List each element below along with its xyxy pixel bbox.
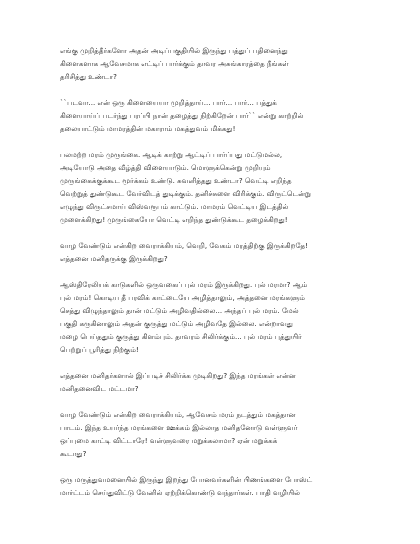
paragraph-4: [60, 239, 374, 265]
text-line: வாழ வேண்டும் என்கிற வைராக்கியம், ஆவேசம் மரம் நடத்தும் மகத்தான: [60, 410, 296, 419]
text-line: புல் மரம்! கொடிய தீ பரவிக் காட்டையே அழித்தாலும், அத்தனை மரங்களும்: [60, 293, 305, 302]
text-line: ஒப்புமை காட்டி விட்டாரே! வள்ளுவரை மறுக்கலாமா? ஏன் மறுக்கக்: [60, 436, 278, 445]
text-line: எழுந்து விருட்சமாய் விஸ்வரூபம் காட்டும். மாமரம் வெட்டிய இடத்தில்: [60, 202, 289, 211]
text-line: எத்தனை மனிதருக்கு இருக்கிறது?: [60, 254, 168, 263]
text-line: பலமற்ற மரம் முருங்கை. ஆடிக் காற்று ஆட்டிப் பார்ப்பது மட்டுமல்ல,: [60, 150, 283, 159]
text-line: ஆஸ்திரேலியக் காடுகளில் ஒருவகைப் புல் மரம் இருக்கிறது. புல் மரமா? ஆம்: [60, 280, 308, 289]
text-line: அடியோடு அதை வீழ்த்தி விளையாடும். மொளுக்கென்று முறியும்: [60, 163, 271, 172]
text-line: கிளைகளாக ஆவேசமாக எட்டிப் பார்க்கும் தாவர அசுங்காரத்தை நீங்கள்: [60, 59, 289, 68]
text-line: தரிசித்து உண்டா?: [60, 72, 117, 81]
text-line: கூடாது?: [60, 449, 87, 458]
text-line: எங்கு முறித்தீர்களோ அதன் அடிப்பகுதியில் இருந்து பத்துப் பதினைந்து: [60, 46, 288, 55]
text-line: மனிதனைவிட மட்டமா?: [60, 384, 139, 393]
paragraph-1: [60, 44, 374, 83]
text-line: வாழ வேண்டும் என்கிற வைராக்கியம், வெறி, வேகம் மரத்திற்கு இருக்கிறதே!: [60, 241, 308, 250]
paragraph-6: [60, 369, 374, 395]
text-line: பெற்றுப் பூரித்து நிற்கும்!: [60, 345, 139, 354]
text-line: மார்ட்டம் செய்துவிட்டு வேனில் ஏற்றிக்கொண்டு வந்தார்கள். பாதி வழியில்: [60, 488, 300, 497]
text-line: செத்து விழுந்தாலும் தான் மட்டும் அழிவதில்லை... அந்தப் புல் மரம். மேல்: [60, 306, 299, 315]
text-line: வெற்றுத் துண்டுகூட வேர்விடத் துடிக்கும். தனிச்சுளை விரிக்கும். விருட்டென்று: [60, 189, 311, 198]
text-line: தலையாட்டும் மாமரத்தின் மகாராம் மகத்துவம் மிக்கது!: [60, 124, 236, 133]
paragraph-7: [60, 408, 374, 460]
text-line: கிளையாய்ப் படர்ந்து பரப்பி நான் தழைத்து நிற்கிறேன் பார்`` என்று காற்றில்: [60, 111, 304, 120]
text-line: பகுதி கருகினாலும் அதன் குருத்து மட்டும் அழிவதே இல்லை. என்றாவது: [60, 319, 293, 328]
paragraph-2: [60, 96, 374, 135]
text-line: ஒரு மருத்துவமனையில் இருந்து இறந்து போனவர்களின் பிணங்களை போஸ்ட்: [60, 475, 313, 484]
paragraph-3: [60, 148, 374, 226]
text-line: ``படவா... என் ஒரு கிளையையா முறித்தாய்... பார்... பார்... பத்துக்: [60, 98, 277, 107]
text-line: மழை பெய்ததும் குருத்து கிளம்பும். தாவரம் சிலிர்க்கும்... புல் மரம் புத்துயிர்: [60, 332, 302, 341]
paragraph-5: [60, 278, 374, 356]
text-line: எத்தனை மனிதர்களால் இப்படிச் சிலிர்க்க முடிகிறது? இந்த மரங்கள் என்ன: [60, 371, 296, 380]
text-line: பாடம். இந்த உயர்ந்த மரங்களை ஊக்கம் இல்லாத மனிதனோடு வள்ளுவர்: [60, 423, 298, 432]
text-line: முருங்கைக்குக்கூட மூர்க்கம் உண்டு. சுவளித்தது உண்டா? வெட்டி எறிந்த: [60, 176, 292, 185]
paragraph-8: [60, 473, 374, 499]
text-line: முளைக்கிறது! முருங்கையோ வெட்டி எறிந்த துண்டுக்கூட தழைக்கிறது!: [60, 215, 288, 224]
